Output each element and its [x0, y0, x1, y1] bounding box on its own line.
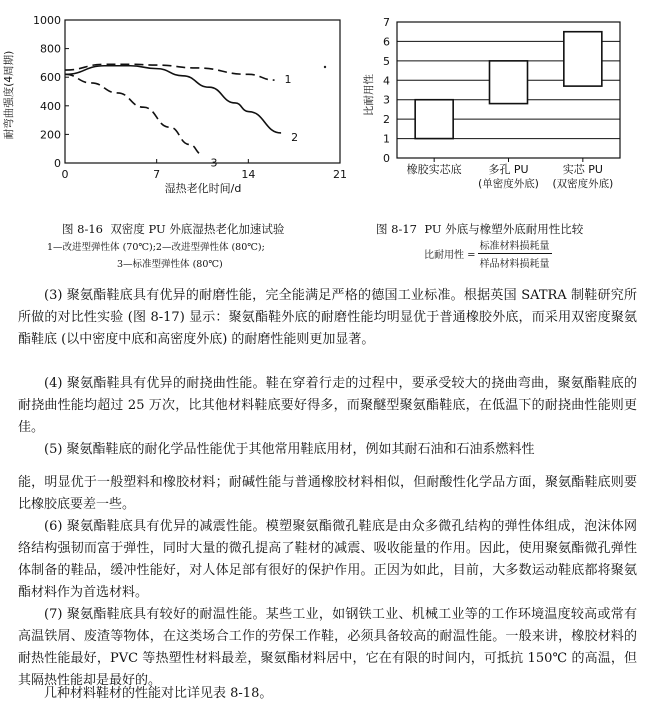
paragraph-7: (7) 聚氨酯鞋底具有较好的耐温性能。某些工业，如钢铁工业、机械工业等的工作环境温度较高或常有高温铁屑、废渣等物体，在这类场合工作的劳保工作鞋，必须具备较高的耐温性能。一般来讲，橡胶材料的耐热性能最好，PVC 等热塑性材料最差，聚氨酯材料居中，它在有限的时间内，可抵抗 150℃ 的高温，但其隔热性能却是最好的。: [18, 607, 637, 688]
fig17-ytick-label: 3: [383, 93, 390, 107]
figure-8-16-chart: [0, 0, 350, 205]
fig17-ytick-label: 5: [383, 54, 390, 68]
fig17-ytick-label: 6: [383, 35, 390, 49]
fig17-range-bar: [415, 100, 453, 139]
fig17-range-bar: [564, 32, 602, 86]
fig16-ytick-label: 800: [40, 42, 61, 56]
fig16-caption: [62, 221, 284, 237]
fig16-ytick-label: 200: [40, 128, 61, 142]
fig16-series-line-2: [65, 66, 281, 133]
fig17-formula: [424, 237, 552, 270]
paragraph-5-continued: 能，明显优于一般塑料和橡胶材料；耐碱性能与普通橡胶材料相似，但耐酸性化学品方面，聚氨酯鞋底则要比橡胶底要差一些。: [18, 475, 637, 512]
fig16-stray-dot: [324, 66, 326, 68]
fig16-xtick-label: 14: [241, 168, 256, 181]
fig17-caption-title: PU 外底与橡塑外底耐用性比较: [424, 222, 584, 236]
fig17-bars-group: [407, 32, 614, 190]
fig17-ytick-label: 1: [383, 132, 390, 146]
formula-numerator: 标准材料损耗量: [478, 237, 552, 254]
fig17-range-bar: [490, 61, 528, 104]
fig17-ytick-label: 7: [383, 16, 390, 29]
formula-denominator: 样品材料损耗量: [479, 259, 550, 270]
fig16-legend-item-1: 1—改进型弹性体 (70℃);: [47, 242, 156, 253]
fig16-xtick-label: 7: [153, 168, 161, 181]
figure-8-17-chart: [355, 0, 655, 205]
formula-fraction: [478, 237, 552, 270]
fig16-legend-line1: [47, 239, 265, 253]
formula-lhs: 比耐用性 =: [424, 250, 476, 261]
fig17-ytick-label: 2: [383, 113, 390, 127]
fig16-caption-id: 图 8-16: [62, 222, 103, 236]
fig16-legend-line2: [117, 256, 223, 270]
fig17-caption: [376, 221, 583, 237]
fig16-plot-frame: [65, 20, 340, 163]
fig17-caption-id: 图 8-17: [376, 222, 417, 236]
fig16-xtick-label: 0: [61, 168, 69, 181]
closing-line: 几种材料鞋材的性能对比详见表 8-18。: [44, 686, 273, 701]
fig16-series-group: [65, 64, 298, 169]
fig16-ytick-label: 1000: [33, 14, 61, 27]
fig17-ytick-label: 0: [383, 152, 390, 165]
fig17-category-label: 多孔 PU: [488, 163, 529, 176]
paragraph-4: (4) 聚氨酯鞋具有优异的耐挠曲性能。鞋在穿着行走的过程中，要承受较大的挠曲弯曲，聚氨酯鞋底的耐挠曲性能均超过 25 万次，比其他材料鞋底要好得多，而聚醚型聚氨酯鞋底，在低温下的耐挠曲性能则更佳。: [18, 376, 637, 435]
fig16-legend-item-2: 2—改进型弹性体 (80℃);: [155, 242, 265, 253]
fig16-curve-label-1: 1: [284, 73, 292, 87]
paragraph-5: (5) 聚氨酯鞋底的耐化学品性能优于其他常用鞋底用材，例如其耐石油和石油系燃料性: [44, 442, 535, 457]
fig16-xlabel: 湿热老化时间/d: [164, 182, 242, 195]
fig16-curve-label-3: 3: [210, 156, 218, 170]
fig17-category-label: 橡胶实芯底: [406, 163, 462, 176]
fig16-series-line-3: [65, 74, 203, 154]
fig17-category-label: 实芯 PU: [562, 163, 603, 176]
fig17-ytick-label: 4: [383, 74, 390, 88]
fig16-caption-title: 双密度 PU 外底湿热老化加速试验: [110, 222, 285, 236]
fig17-ylabel: 比耐用性: [363, 74, 375, 116]
fig16-xtick-label: 21: [333, 168, 347, 181]
fig16-ytick-label: 0: [54, 157, 61, 170]
fig16-curve-label-2: 2: [291, 130, 299, 144]
fig16-ylabel: 耐弯曲强度(4周期): [3, 50, 15, 140]
fig16-ytick-label: 400: [40, 99, 61, 113]
fig16-axes: [33, 14, 347, 181]
paragraph-6: (6) 聚氨酯鞋底具有优异的减震性能。模塑聚氨酯微孔鞋底是由众多微孔结构的弹性体组成，泡沫体网络结构强韧而富于弹性，同时大量的微孔提高了鞋材的减震、吸收能量的作用。因此，使用聚氨酯微孔弹性体制备的鞋品，缓冲性能好，对人体足部有很好的保护作用。正因为如此，目前，大多数运动鞋底都将聚氨酯材料作为首选材料。: [18, 519, 637, 600]
fig17-category-note: (双密度外底): [552, 178, 614, 190]
fig16-legend-item-3: 3—标准型弹性体 (80℃): [117, 259, 223, 270]
fig16-ytick-label: 600: [40, 71, 61, 85]
fig17-category-note: (单密度外底): [478, 178, 539, 190]
paragraph-3: (3) 聚氨酯鞋底具有优异的耐磨性能，完全能满足严格的德国工业标准。根据英国 SATRA 制鞋研究所所做的对比性实验 (图 8-17) 显示：聚氨酯鞋外底的耐磨性能均明显优于普通橡胶外底，而采用双密度聚氨酯鞋底 (以中密度中底和高密度外底) 的耐磨性能则更加显著。: [18, 288, 637, 347]
